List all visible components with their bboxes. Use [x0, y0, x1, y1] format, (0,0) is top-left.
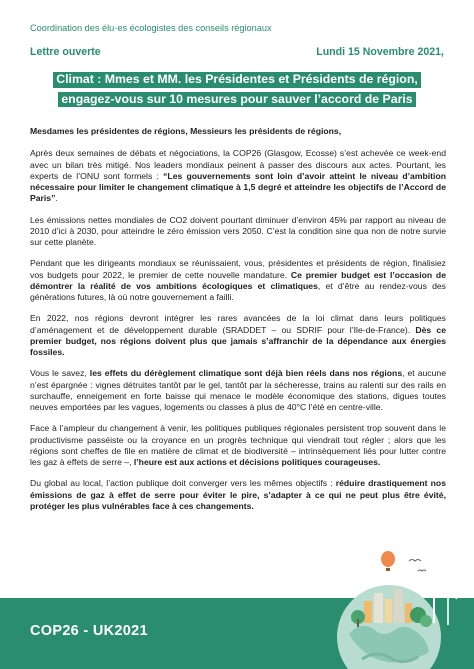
text: , et d’être au rendez-vous des générations futures, là où notre gouvernement a failli.	[30, 280, 446, 302]
text: Pendant que les dirigeants mondiaux se réunissaient, vous, présidentes et présidents de région, finalisiez vos budgets pour 2022, le premier de cette nouvelle mandature.	[30, 258, 446, 280]
paragraph	[30, 215, 446, 249]
earth-city-wind-turbines-illustration-icon	[314, 539, 464, 669]
text: Du global au local, l’action publique doit converger vers les mêmes objectifs :	[30, 478, 336, 489]
text: Face à l’ampleur du changement à venir, les politiques publiques régionales persistent trop souvent dans le productivisme passéiste ou la croyance en un progrès technique qui viendrait tout régler ; alors que les régions sont cheffes de file en matière de climat et de biodiversité – intrinsèquement liés pour lutter contre les gaz à effets de serre –,	[30, 423, 446, 467]
text: .	[55, 193, 58, 204]
letter-date: Lundi 15 Novembre 2021,	[316, 46, 444, 58]
bold-text: les effets du dérèglement climatique sont déjà bien réels dans nos régions	[89, 368, 403, 379]
text: Après deux semaines de débats et négociations, la COP26 (Glasgow, Ecosse) s’est achevée ce week-end avec un bilan très mitigé. Nos leaders mondiaux peinent à passer des discours aux actes. Pourtant, les experts de l’ONU sont formels :	[30, 148, 446, 181]
text: Les émissions nettes mondiales de CO2 doivent pourtant diminuer d’environ 45% par rapport au niveau de 2010 d’ici à 2030, pour atteindre le zéro émission vers 2050. C’est la condition sine qua non de notre survie sur cette planète.	[30, 214, 446, 247]
paragraph	[30, 313, 446, 358]
text: , et aucune n’est épargnée : vignes détruites tantôt par le gel, tantôt par la sécheresse, trains au ralenti sur des rails en surchauffe, enneigement en forte baisse qui menace le modèle économique des stations, digues toutes neuves emportées par les vagues, logements ou classes à plus de 40°C l’été en centre-ville.	[30, 368, 446, 412]
salutation: Mesdames les présidentes de régions, Messieurs les présidents de régions,	[30, 126, 342, 136]
title-line-2: engagez-vous sur 10 mesures pour sauver l’accord de Paris	[58, 92, 415, 108]
bold-text: Dès ce premier budget, nos régions doivent plus que jamais s’affranchir de la dépendance aux énergies fossiles.	[30, 324, 447, 357]
paragraph	[30, 258, 446, 303]
paragraph	[30, 478, 446, 512]
letter-body	[30, 126, 446, 522]
bold-text: l’heure est aux actions et décisions politiques courageuses.	[133, 457, 381, 467]
paragraph	[30, 148, 446, 204]
organization-name: Coordination des élu·es écologistes des conseils régionaux	[30, 23, 272, 33]
bold-text: “Les gouvernements sont loin d’avoir atteint le niveau d’ambition nécessaire pour limiter le changement climatique à 1,5 degré et atteindre les objectifs de l’Accord de Paris”	[30, 170, 446, 204]
paragraph	[30, 368, 446, 413]
bold-text: réduire drastiquement nos émissions de gaz à effet de serre pour éviter le pire, s’adapter à ce qui ne peut plus être évité, protéger les plus vulnérables face à ces changements.	[30, 478, 447, 511]
text: En 2022, nos régions devront intégrer les rares avancées de la loi climat dans leurs politiques d’aménagement et de développement durable (SRADDET – ou SDRIF pour l’Ile-de-France).	[30, 313, 446, 335]
paragraph	[30, 423, 446, 468]
page-title	[30, 70, 444, 109]
text: Vous le savez,	[30, 368, 90, 379]
footer-label: COP26 - UK2021	[30, 623, 148, 639]
title-line-1: Climat : Mmes et MM. les Présidentes et Présidents de région,	[53, 72, 421, 88]
letter-type: Lettre ouverte	[30, 46, 101, 58]
bold-text: Ce premier budget est l’occasion de démontrer la réalité de vos ambitions écologiques et climatiques	[30, 269, 446, 291]
